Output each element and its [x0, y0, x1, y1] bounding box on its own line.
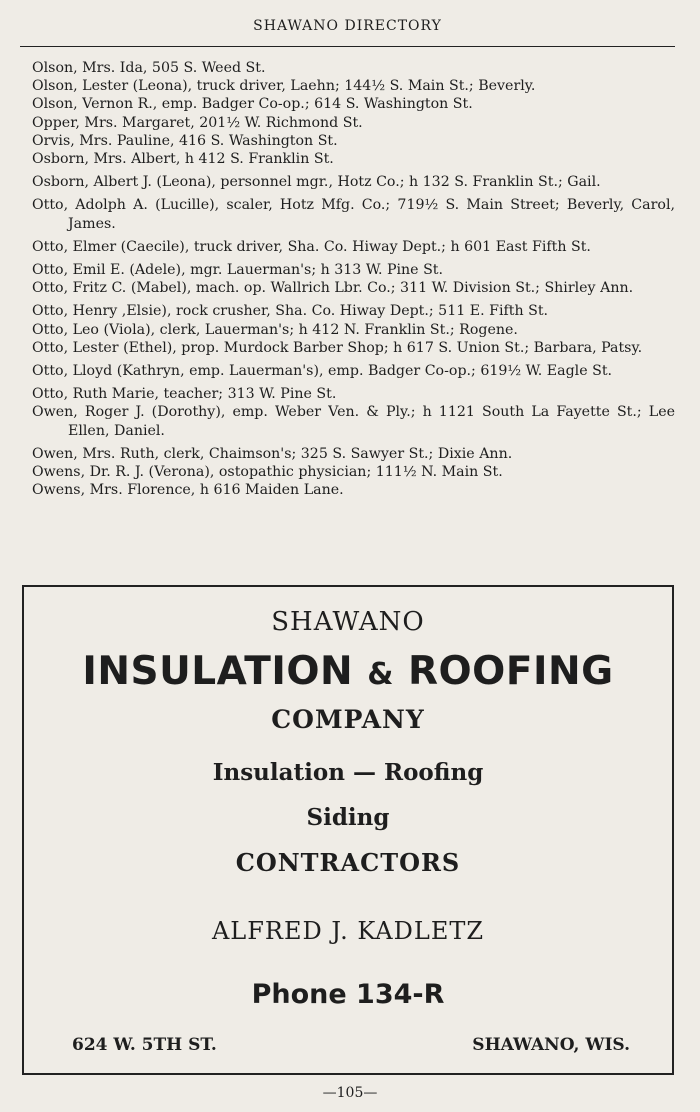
ad-services: Insulation — Roofing — [212, 759, 484, 786]
directory-entry: Otto, Lloyd (Kathryn, emp. Lauerman's), emp. Badger Co-op.; 619½ W. Eagle St. — [32, 363, 613, 380]
directory-entry: Otto, Leo (Viola), clerk, Lauerman's; h 412 N. Franklin St.; Rogene. — [32, 321, 518, 338]
directory-entry: Otto, Elmer (Caecile), truck driver, Sha. Co. Hiway Dept.; h 601 East Fifth St. — [32, 238, 591, 255]
ad-town-heading: SHAWANO — [271, 607, 425, 637]
ad-street-address: 624 W. 5TH ST. — [72, 1035, 217, 1055]
ad-title-roofing: ROOFING — [408, 649, 614, 694]
ad-siding: Siding — [306, 804, 390, 831]
advertisement-box — [22, 585, 674, 1075]
ad-contractors: CONTRACTORS — [235, 848, 461, 877]
header-rule — [20, 46, 675, 47]
directory-entry: Owens, Dr. R. J. (Verona), ostopathic physician; 111½ N. Main St. — [32, 464, 503, 481]
directory-entry: Otto, Lester (Ethel), prop. Murdock Barber Shop; h 617 S. Union St.; Barbara, Patsy. — [32, 339, 643, 356]
directory-entry: Olson, Vernon R., emp. Badger Co-op.; 614 S. Washington St. — [32, 96, 473, 113]
directory-entry: Otto, Ruth Marie, teacher; 313 W. Pine St. — [32, 386, 337, 403]
ad-company-title — [24, 649, 672, 694]
directory-entries — [32, 59, 675, 499]
page-number: —105— — [322, 1085, 378, 1101]
directory-entry: Opper, Mrs. Margaret, 201½ W. Richmond St. — [32, 114, 363, 131]
ad-title-ampersand: & — [367, 657, 394, 692]
directory-entry: Owen, Mrs. Ruth, clerk, Chaimson's; 325 S. Sawyer St.; Dixie Ann. — [32, 445, 513, 462]
page-header: SHAWANO DIRECTORY — [253, 18, 442, 34]
directory-entry: Owen, Roger J. (Dorothy), emp. Weber Ven. & Ply.; h 1121 South La Fayette St.; Lee Ellen, Daniel. — [32, 404, 675, 439]
directory-entry: Otto, Emil E. (Adele), mgr. Lauerman's; h 313 W. Pine St. — [32, 262, 444, 279]
directory-entry: Otto, Henry ,Elsie), rock crusher, Sha. Co. Hiway Dept.; 511 E. Fifth St. — [32, 303, 549, 320]
directory-entry: Osborn, Mrs. Albert, h 412 S. Franklin St. — [32, 151, 334, 168]
directory-entry: Olson, Mrs. Ida, 505 S. Weed St. — [32, 60, 266, 76]
directory-entry: Orvis, Mrs. Pauline, 416 S. Washington St. — [32, 132, 338, 149]
directory-entry: Owens, Mrs. Florence, h 616 Maiden Lane. — [32, 482, 344, 499]
ad-owner-name: ALFRED J. KADLETZ — [211, 917, 485, 945]
ad-title-insulation: INSULATION — [82, 649, 354, 694]
directory-entry: Otto, Fritz C. (Mabel), mach. op. Wallrich Lbr. Co.; 311 W. Division St.; Shirley Ann. — [32, 280, 634, 297]
ad-company-word: COMPANY — [271, 705, 425, 734]
ad-phone: Phone 134-R — [251, 979, 445, 1010]
directory-entry: Otto, Adolph A. (Lucille), scaler, Hotz Mfg. Co.; 719½ S. Main Street; Beverly, Carol, James. — [32, 197, 675, 232]
directory-entry: Osborn, Albert J. (Leona), personnel mgr., Hotz Co.; h 132 S. Franklin St.; Gail. — [32, 174, 601, 191]
ad-city: SHAWANO, WIS. — [472, 1035, 630, 1055]
directory-entry: Olson, Lester (Leona), truck driver, Laehn; 144½ S. Main St.; Beverly. — [32, 78, 536, 95]
